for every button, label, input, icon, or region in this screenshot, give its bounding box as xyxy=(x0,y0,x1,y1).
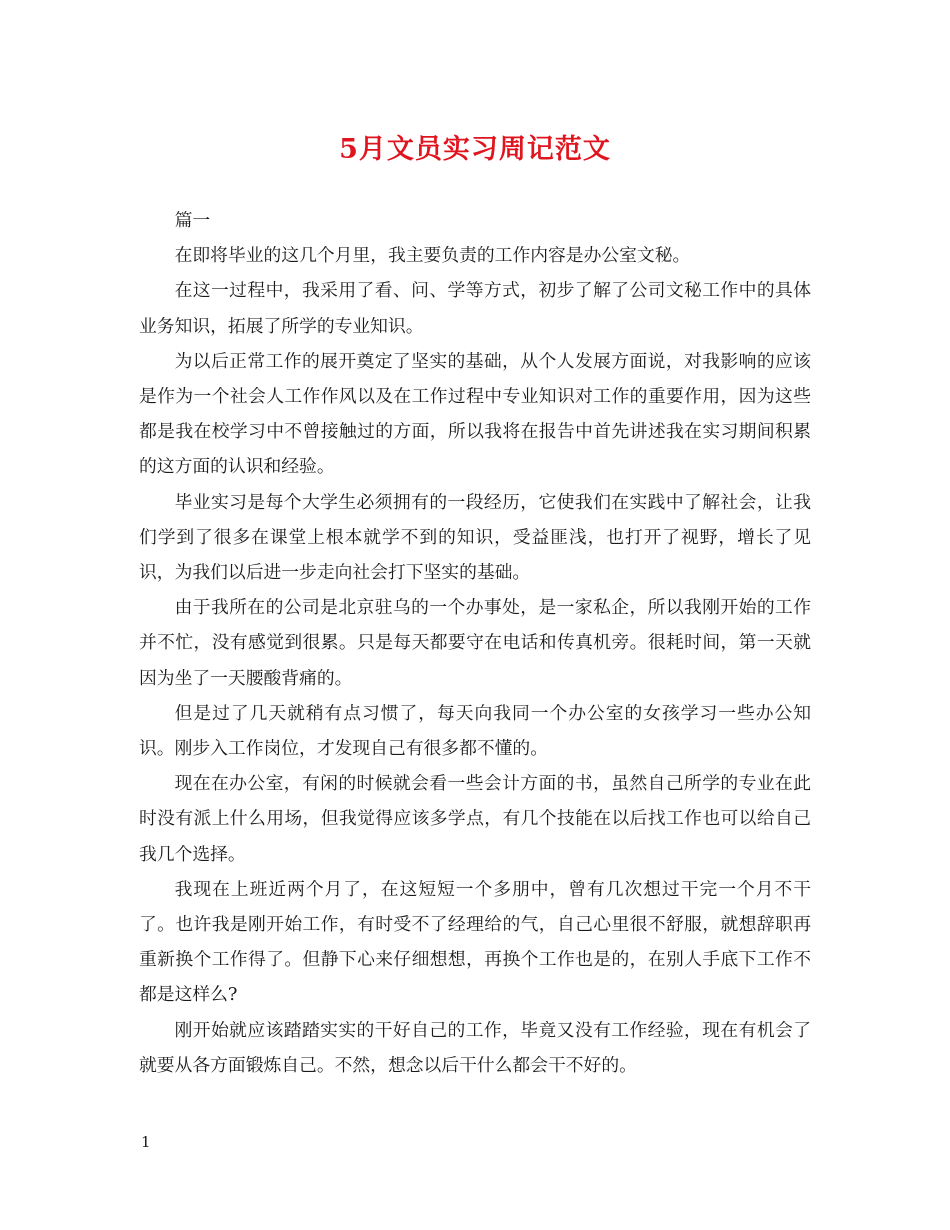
paragraph-5: 由于我所在的公司是北京驻乌的一个办事处，是一家私企，所以我刚开始的工作并不忙，没有感觉到很累。只是每天都要守在电话和传真机旁。很耗时间，第一天就因为坐了一天腰酸背痛的。 xyxy=(139,597,811,689)
paragraph-2: 在这一过程中，我采用了看、问、学等方式，初步了解了公司文秘工作中的具体业务知识，拓展了所学的专业知识。 xyxy=(139,280,811,337)
paragraph-4: 毕业实习是每个大学生必须拥有的一段经历，它使我们在实践中了解社会，让我们学到了很多在课堂上根本就学不到的知识，受益匪浅，也打开了视野，增长了见识，为我们以后进一步走向社会打下坚实的基础。 xyxy=(139,491,811,584)
document-title: 5月文员实习周记范文 xyxy=(339,134,611,165)
paragraph-8: 我现在上班近两个月了，在这短短一个多朋中，曾有几次想过干完一个月不干了。也许我是刚开始工作，有时受不了经理给的气，自己心里很不舒服，就想辞职再重新换个工作得了。但静下心来仔细想想，再换个工作也是的，在别人手底下工作不都是这样么? xyxy=(139,878,811,1006)
document-body xyxy=(139,203,811,1083)
paragraph-7: 现在在办公室，有闲的时候就会看一些会计方面的书，虽然自己所学的专业在此时没有派上什么用场，但我觉得应该多学点，有几个技能在以后找工作也可以给自己我几个选择。 xyxy=(139,773,811,865)
section-label: 篇一 xyxy=(174,210,211,231)
paragraph-9: 刚开始就应该踏踏实实的干好自己的工作，毕竟又没有工作经验，现在有机会了就要从各方面锻炼自己。不然，想念以后干什么都会干不好的。 xyxy=(139,1019,811,1076)
paragraph-6: 但是过了几天就稍有点习惯了，每天向我同一个办公室的女孩学习一些办公知识。刚步入工作岗位，才发现自己有很多都不懂的。 xyxy=(139,702,811,760)
paragraph-1: 在即将毕业的这几个月里，我主要负责的工作内容是办公室文秘。 xyxy=(174,245,691,267)
page-number: 1 xyxy=(141,1133,151,1151)
paragraph-3: 为以后正常工作的展开奠定了坚实的基础，从个人发展方面说，对我影响的应该是作为一个社会人工作作风以及在工作过程中专业知识对工作的重要作用，因为这些都是我在校学习中不曾接触过的方面，所以我将在报告中首先讲述我在实习期间积累的这方面的认识和经验。 xyxy=(139,350,811,478)
